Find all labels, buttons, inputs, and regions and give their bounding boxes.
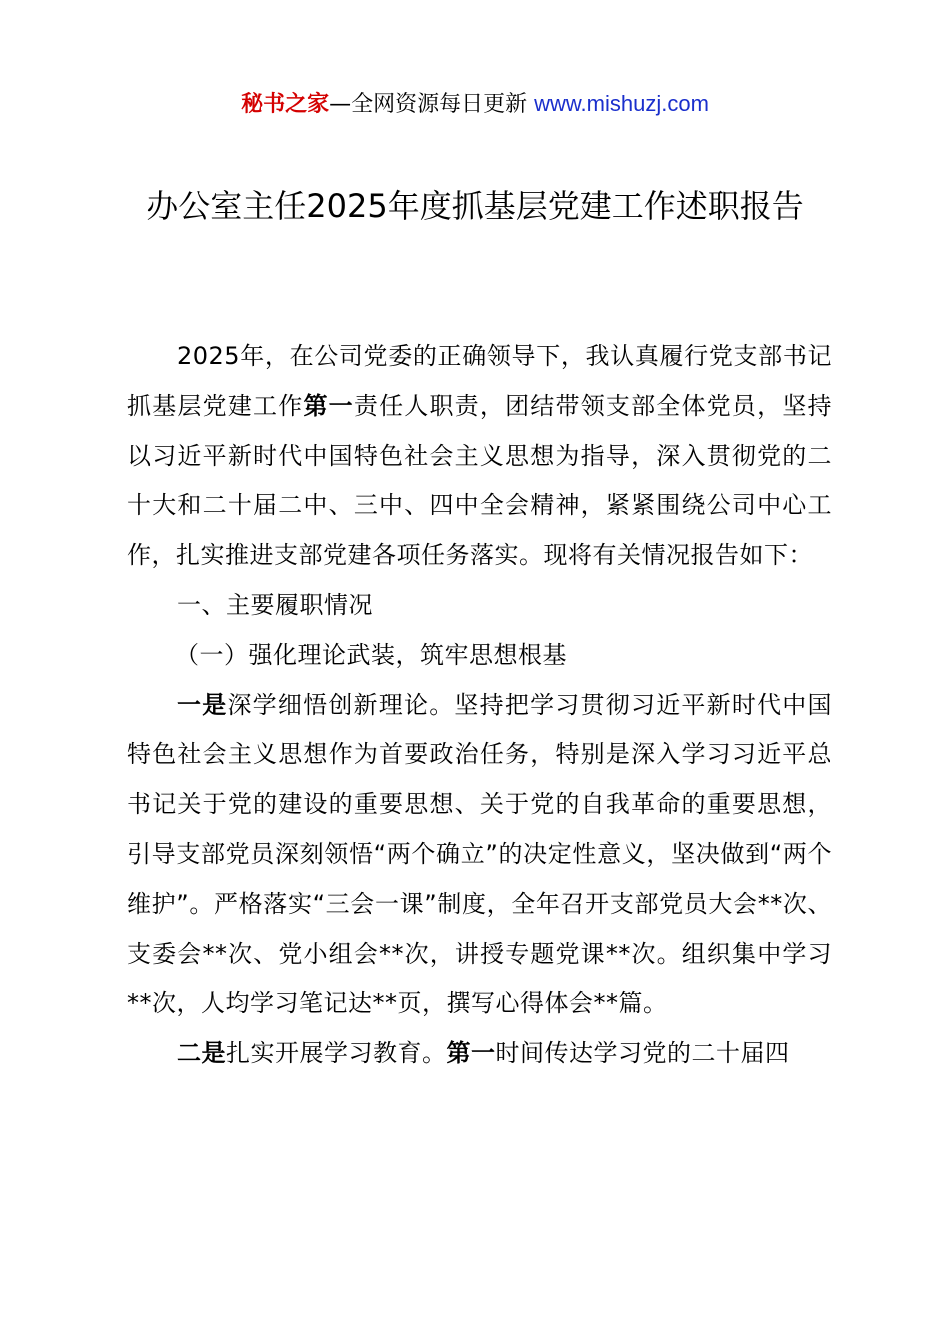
point-paragraph-2 [127,1029,832,1079]
point-2-text-2: 时间传达学习党的二十届四 [495,1039,790,1068]
section-heading: 一、主要履职情况 [177,590,373,619]
point-2-bold-text: 第一 [446,1039,496,1068]
header-brand: 秘书之家 [241,92,330,117]
point-1-lead: 一是 [177,690,228,719]
point-2-text-1: 扎实开展学习教育。 [226,1039,447,1068]
intro-text-part2: 责任人职责，团结带领支部全体党员，坚持以习近平新时代中国特色社会主义思想为指导，深入贯彻党的二十大和二十届二中、三中、四中全会精神，紧紧围绕公司中心工作，扎实推进支部党建各项任务落实。现将有关情况报告如下： [127,391,833,570]
subsection-heading: （一）强化理论武装，筑牢思想根基 [175,640,567,669]
document-title: 办公室主任2025年度抓基层党建工作述职报告 [146,187,804,225]
header-url-link[interactable]: www.mishuzj.com [534,91,709,116]
point-2-lead: 二是 [177,1039,226,1068]
intro-text-part1: 2025年，在公司党委的正确领导下，我认真履行党支部书记抓基层党建工作 [127,342,832,420]
document-body [127,332,832,1079]
intro-paragraph [127,332,832,581]
intro-bold-text: 第一 [303,391,354,420]
point-1-text: 深学细悟创新理论。坚持把学习贯彻习近平新时代中国特色社会主义思想作为首要政治任务，特别是深入学习习近平总书记关于党的建设的重要思想、关于党的自我革命的重要思想，引导支部党员深刻领悟“两个确立”的决定性意义，坚决做到“两个维护”。严格落实“三会一课”制度，全年召开支部党员大会**次、支委会**次、党小组会**次，讲授专题党课**次。组织集中学习**次，人均学习笔记达**页，撰写心得体会**篇。 [127,690,833,1018]
site-header-banner [0,88,950,121]
header-tagline: —全网资源每日更新 [329,92,535,117]
point-paragraph-1 [127,681,832,1030]
